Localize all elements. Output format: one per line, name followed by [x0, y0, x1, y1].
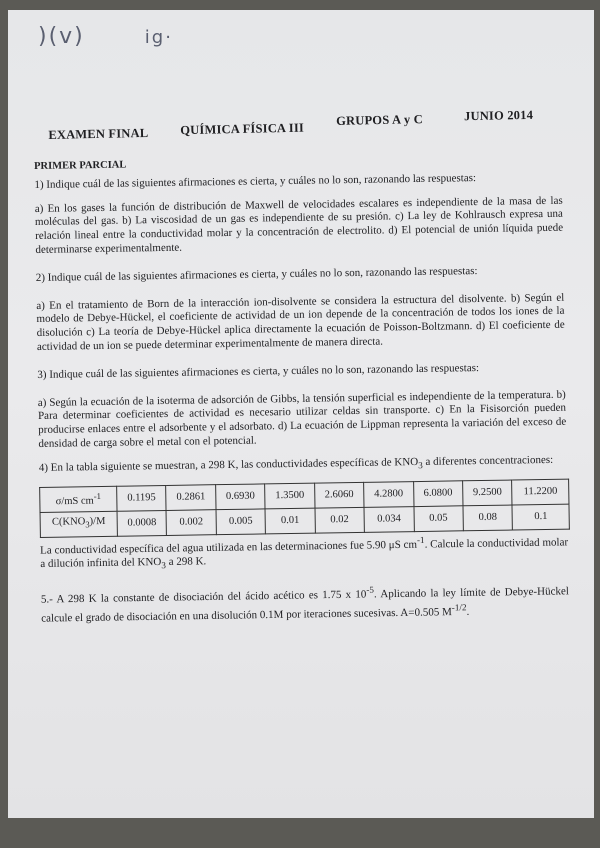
question-1-prompt: 1) Indique cuál de las siguientes afirmaciones es cierta, y cuáles no lo son, razonando las respuestas:: [34, 171, 477, 191]
table-cell: 0.6930: [215, 484, 265, 510]
table-cell: 0.01: [265, 508, 315, 534]
date-title: JUNIO 2014: [463, 107, 534, 124]
table-cell: 1.3500: [265, 483, 315, 509]
table-cell: 0.08: [463, 505, 513, 531]
table-cell: 0.02: [315, 507, 365, 533]
handwritten-mark: )(v) ig·: [38, 24, 173, 49]
table-cell: 6.0800: [413, 481, 463, 507]
exam-sheet: [8, 10, 594, 818]
section-title: PRIMER PARCIAL: [34, 159, 127, 172]
row-label-conductivity: σ/mS $cm^{-1}$: [40, 486, 117, 512]
row-label-concentration: $C(KNO_3)/M$: [40, 511, 117, 537]
table-cell: 0.1: [512, 504, 569, 530]
exam-title: EXAMEN FINAL: [48, 125, 149, 142]
table-cell: 2.6060: [314, 482, 364, 508]
table-cell: 0.005: [216, 509, 266, 535]
table-cell: 0.002: [166, 509, 216, 535]
table-cell: 11.2200: [512, 479, 569, 505]
table-cell: 0.034: [364, 506, 414, 532]
question-5: 5.- A 298 K la constante de disociación del ácido acético es 1.75 x $10^{-5}$. Aplicando la ley límite de Debye-Hückel calcule el grado de disociación en una disolución 0.1M por iteraciones sucesivas. A=0.505 $M^{-1/2}$.: [40, 584, 569, 625]
question-4-followup: La conductividad específica del agua utilizada en las determinaciones fue 5.90 μS $cm^{-1}$. Calcule la conductividad molar a dilución infinita del $KNO_3$ a 298 K.: [40, 534, 569, 571]
table-cell: 4.2800: [364, 481, 414, 507]
exam-header: [48, 107, 568, 142]
question-3-body: a) Según la ecuación de la isoterma de adsorción de Gibbs, la tensión superficial es independiente de la temperatura. b) Para determinar coeficientes de actividad es necesario utilizar celdas sin transporte. c) En la Fisisorción pueden producirse enlaces entre el adsorbente y el adsorbato. d) La ecuación de Lippman representa la variación del exceso de densidad de carga sobre el metal con el potencial.: [37, 388, 567, 450]
question-2-body: a) En el tratamiento de Born de la interacción ion-disolvente se considera la estructura del disolvente. b) Según el modelo de Debye-Hückel, el coeficiente de actividad de un ion depende de la concentración de todos los iones de la disolución c) La teoría de Debye-Hückel aplica directamente la ecuación de Poisson-Boltzmann. d) El coeficiente de actividad de un ion se puede determinar experimentalmente de manera directa.: [36, 291, 565, 353]
question-2-prompt: 2) Indique cuál de las siguientes afirmaciones es cierta, y cuáles no lo son, razonando las respuestas:: [35, 264, 478, 284]
table-cell: 9.2500: [463, 480, 513, 506]
table-cell: 0.1195: [117, 485, 167, 511]
table-cell: 0.2861: [166, 484, 216, 510]
subject-title: QUÍMICA FÍSICA III: [180, 120, 305, 138]
question-1-body: a) En los gases la función de distribución de Maxwell de velocidades escalares es independiente de la masa de las moléculas del gas. b) La viscosidad de un gas es independiente de su presión. c) La ley de Kohlrausch expresa una relación lineal entre la conductividad molar y la concentración de electrolito. d) El potencial de unión líquida puede determinarse experimentalmente.: [34, 194, 564, 256]
exam-content: [34, 152, 569, 626]
conductivity-table: [39, 478, 570, 537]
question-4-prompt: 4) En la tabla siguiente se muestran, a 298 K, las conductividades específicas de $KNO_3$ a diferentes concentraciones:: [38, 453, 554, 474]
question-3-prompt: 3) Indique cuál de las siguientes afirmaciones es cierta, y cuáles no lo son, razonando las respuestas:: [37, 361, 480, 381]
groups-title: GRUPOS A y C: [335, 112, 424, 128]
table-cell: 0.0008: [117, 510, 167, 536]
table-cell: 0.05: [414, 506, 464, 532]
